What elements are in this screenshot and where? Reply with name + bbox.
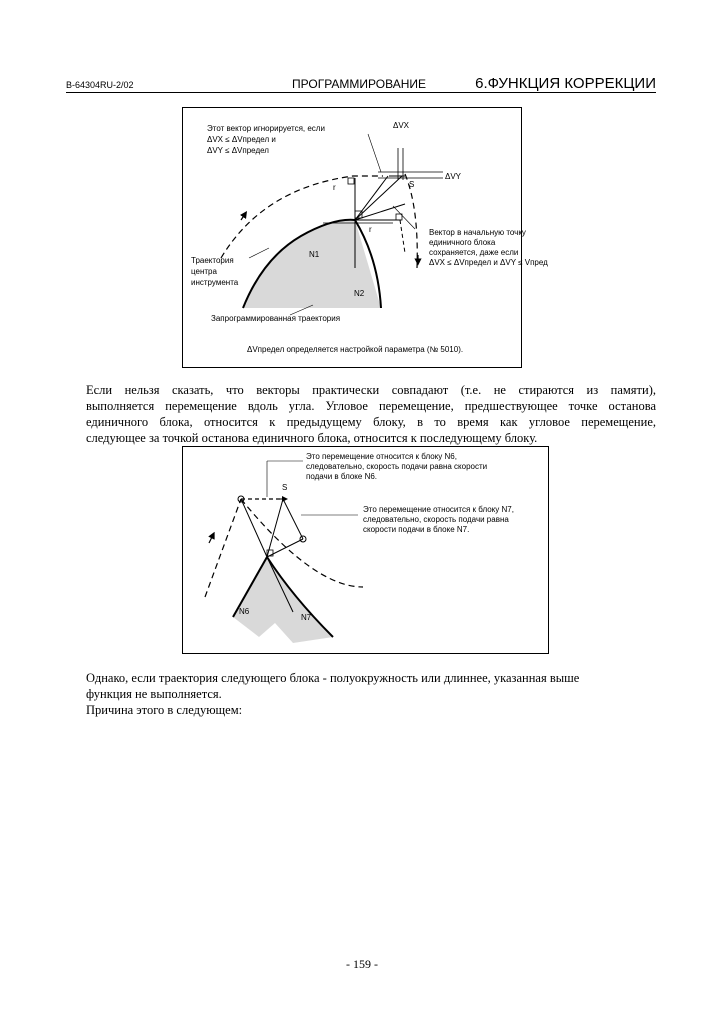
figure-vector-diagram <box>182 107 548 368</box>
paragraph-3: Причина этого в следующем: <box>86 703 243 717</box>
note-ignored-line1: Этот вектор игнорируется, если <box>207 124 325 133</box>
paragraph-2 <box>86 670 656 718</box>
note-n6-line2: следовательно, скорость подачи равна скорости <box>306 462 488 471</box>
note-saved-line4: ΔVX ≤ ΔVпредел и ΔVY ≤ Vпред <box>429 258 548 267</box>
note-n7-line3: скорости подачи в блоке N7. <box>363 525 470 534</box>
label-r2: r <box>369 225 372 234</box>
paragraph-2-line1: Однако, если траектория следующего блока - полуокружность или длиннее, указанная выше <box>86 671 580 685</box>
paragraph-1-line1: Если нельзя сказать, что векторы практически совпадают (т.е. не стираются из памяти), <box>86 383 656 397</box>
note-n6-line1: Это перемещение относится к блоку N6, <box>306 452 457 461</box>
page-header <box>66 76 656 93</box>
tool-path-line2: центра <box>191 267 217 276</box>
figure-corner-movement <box>182 446 549 654</box>
chapter-title: 6.ФУНКЦИЯ КОРРЕКЦИИ <box>475 75 656 92</box>
figure1-caption: ΔVпредел определяется настройкой параметра (№ 5010). <box>247 345 464 354</box>
paragraph-1 <box>86 382 656 446</box>
note-saved-line3: сохраняется, даже если <box>429 248 519 257</box>
tool-path-line3: инструмента <box>191 278 239 287</box>
label-s: S <box>409 180 415 189</box>
paragraph-1-line3: единичного блока, относится к предыдущему блоку, в то время как угловое перемещение, <box>86 415 656 429</box>
note-ignored-line2: ΔVX ≤ ΔVпредел и <box>207 135 276 144</box>
note-n7-line2: следовательно, скорость подачи равна <box>363 515 509 524</box>
label-n2: N2 <box>354 289 365 298</box>
note-n7-line1: Это перемещение относится к блоку N7, <box>363 505 514 514</box>
label-n1: N1 <box>309 250 320 259</box>
label-dvx: ΔVX <box>393 121 410 130</box>
label-dvy: ΔVY <box>445 172 462 181</box>
note-ignored-line3: ΔVY ≤ ΔVпредел <box>207 146 269 155</box>
page-number: - 159 - <box>346 957 378 971</box>
paragraph-2-line2: функция не выполняется. <box>86 687 222 701</box>
n6-n7-region <box>233 557 333 643</box>
label-programmed-path: Запрограммированная траектория <box>211 314 341 323</box>
label-s: S <box>282 483 288 492</box>
note-saved-line1: Вектор в начальную точку <box>429 228 526 237</box>
note-n6-line3: подачи в блоке N6. <box>306 472 378 481</box>
section-title: ПРОГРАММИРОВАНИЕ <box>292 77 426 91</box>
paragraph-1-line2: выполняется перемещение вдоль угла. Угловое перемещение, предшествующее точке останова <box>86 399 656 413</box>
label-n6: N6 <box>239 607 250 616</box>
doc-code: B-64304RU-2/02 <box>66 80 134 90</box>
tool-path-line1: Траектория <box>191 256 234 265</box>
label-r1: r <box>333 183 336 192</box>
paragraph-1-line4: следующее за точкой останова единичного блока, относится к последующему блоку. <box>86 431 538 445</box>
note-saved-line2: единичного блока <box>429 238 496 247</box>
label-n7: N7 <box>301 613 312 622</box>
